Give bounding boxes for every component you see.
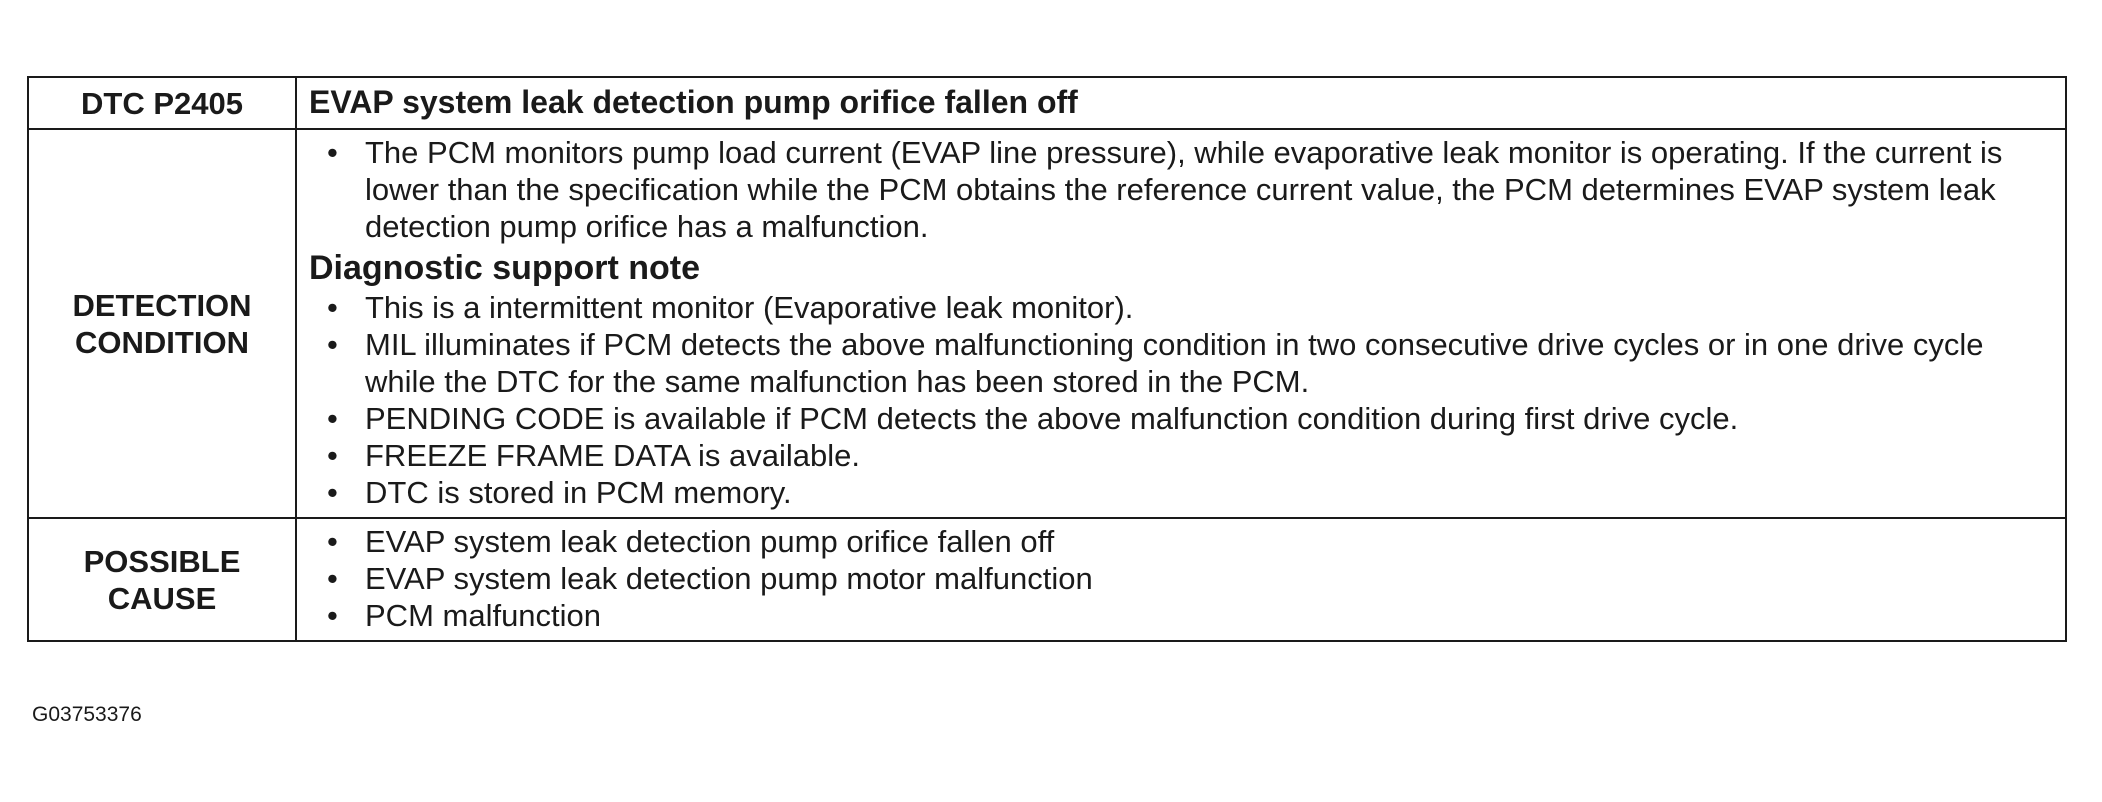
diagnostic-note-heading: Diagnostic support note xyxy=(309,249,700,287)
detection-content-cell xyxy=(296,129,2066,518)
bullet-text: PCM malfunction xyxy=(365,598,602,633)
detection-label-line: DETECTION xyxy=(72,287,252,323)
diagnostic-note-list xyxy=(309,289,2053,511)
bullet-icon: • xyxy=(327,401,338,436)
bullet-text: FREEZE FRAME DATA is available. xyxy=(365,438,860,473)
possible-cause-label-line: CAUSE xyxy=(107,580,217,616)
bullet-text: The PCM monitors pump load current (EVAP line pressure), while evaporative leak monitor is operating. If the current is lower than the specification while the PCM obtains the reference current value, the PCM determines EVAP system leak detection pump orifice has a malfunction. xyxy=(365,135,2003,244)
bullet-text: MIL illuminates if PCM detects the above malfunctioning condition in two consecutive drive cycles or in one drive cycle while the DTC for the same malfunction has been stored in the PCM. xyxy=(365,327,1984,399)
bullet-icon: • xyxy=(327,475,338,510)
detection-intro-list xyxy=(309,134,2053,245)
possible-cause-label-cell xyxy=(28,518,296,641)
possible-cause-content-cell xyxy=(296,518,2066,641)
dtc-code-cell xyxy=(28,77,296,129)
bullet-icon: • xyxy=(327,561,338,596)
header-row xyxy=(28,77,2066,129)
bullet-text: This is a intermittent monitor (Evaporative leak monitor). xyxy=(365,290,1134,325)
list-item xyxy=(309,523,2053,560)
bullet-icon: • xyxy=(327,598,338,633)
bullet-text: EVAP system leak detection pump motor malfunction xyxy=(365,561,1093,596)
bullet-icon: • xyxy=(327,438,338,473)
list-item xyxy=(309,289,2053,326)
dtc-table xyxy=(27,76,2067,642)
bullet-icon: • xyxy=(327,524,338,559)
dtc-title-cell xyxy=(296,77,2066,129)
list-item xyxy=(309,326,2053,400)
detection-label-line: CONDITION xyxy=(75,324,249,360)
dtc-title: EVAP system leak detection pump orifice fallen off xyxy=(309,84,1078,120)
list-item xyxy=(309,400,2053,437)
figure-id: G03753376 xyxy=(32,703,142,726)
possible-cause-label-line: POSSIBLE xyxy=(83,543,241,579)
detection-label-cell xyxy=(28,129,296,518)
possible-cause-row xyxy=(28,518,2066,641)
list-item xyxy=(309,437,2053,474)
possible-cause-list xyxy=(309,523,2053,634)
bullet-text: EVAP system leak detection pump orifice fallen off xyxy=(365,524,1055,559)
bullet-icon: • xyxy=(327,327,338,362)
bullet-icon: • xyxy=(327,135,338,170)
detection-row xyxy=(28,129,2066,518)
list-item xyxy=(309,560,2053,597)
list-item xyxy=(309,474,2053,511)
list-item xyxy=(309,597,2053,634)
list-item xyxy=(309,134,2053,245)
bullet-text: PENDING CODE is available if PCM detects the above malfunction condition during first drive cycle. xyxy=(365,401,1739,436)
bullet-icon: • xyxy=(327,290,338,325)
dtc-code: DTC P2405 xyxy=(81,85,243,121)
bullet-text: DTC is stored in PCM memory. xyxy=(365,475,792,510)
